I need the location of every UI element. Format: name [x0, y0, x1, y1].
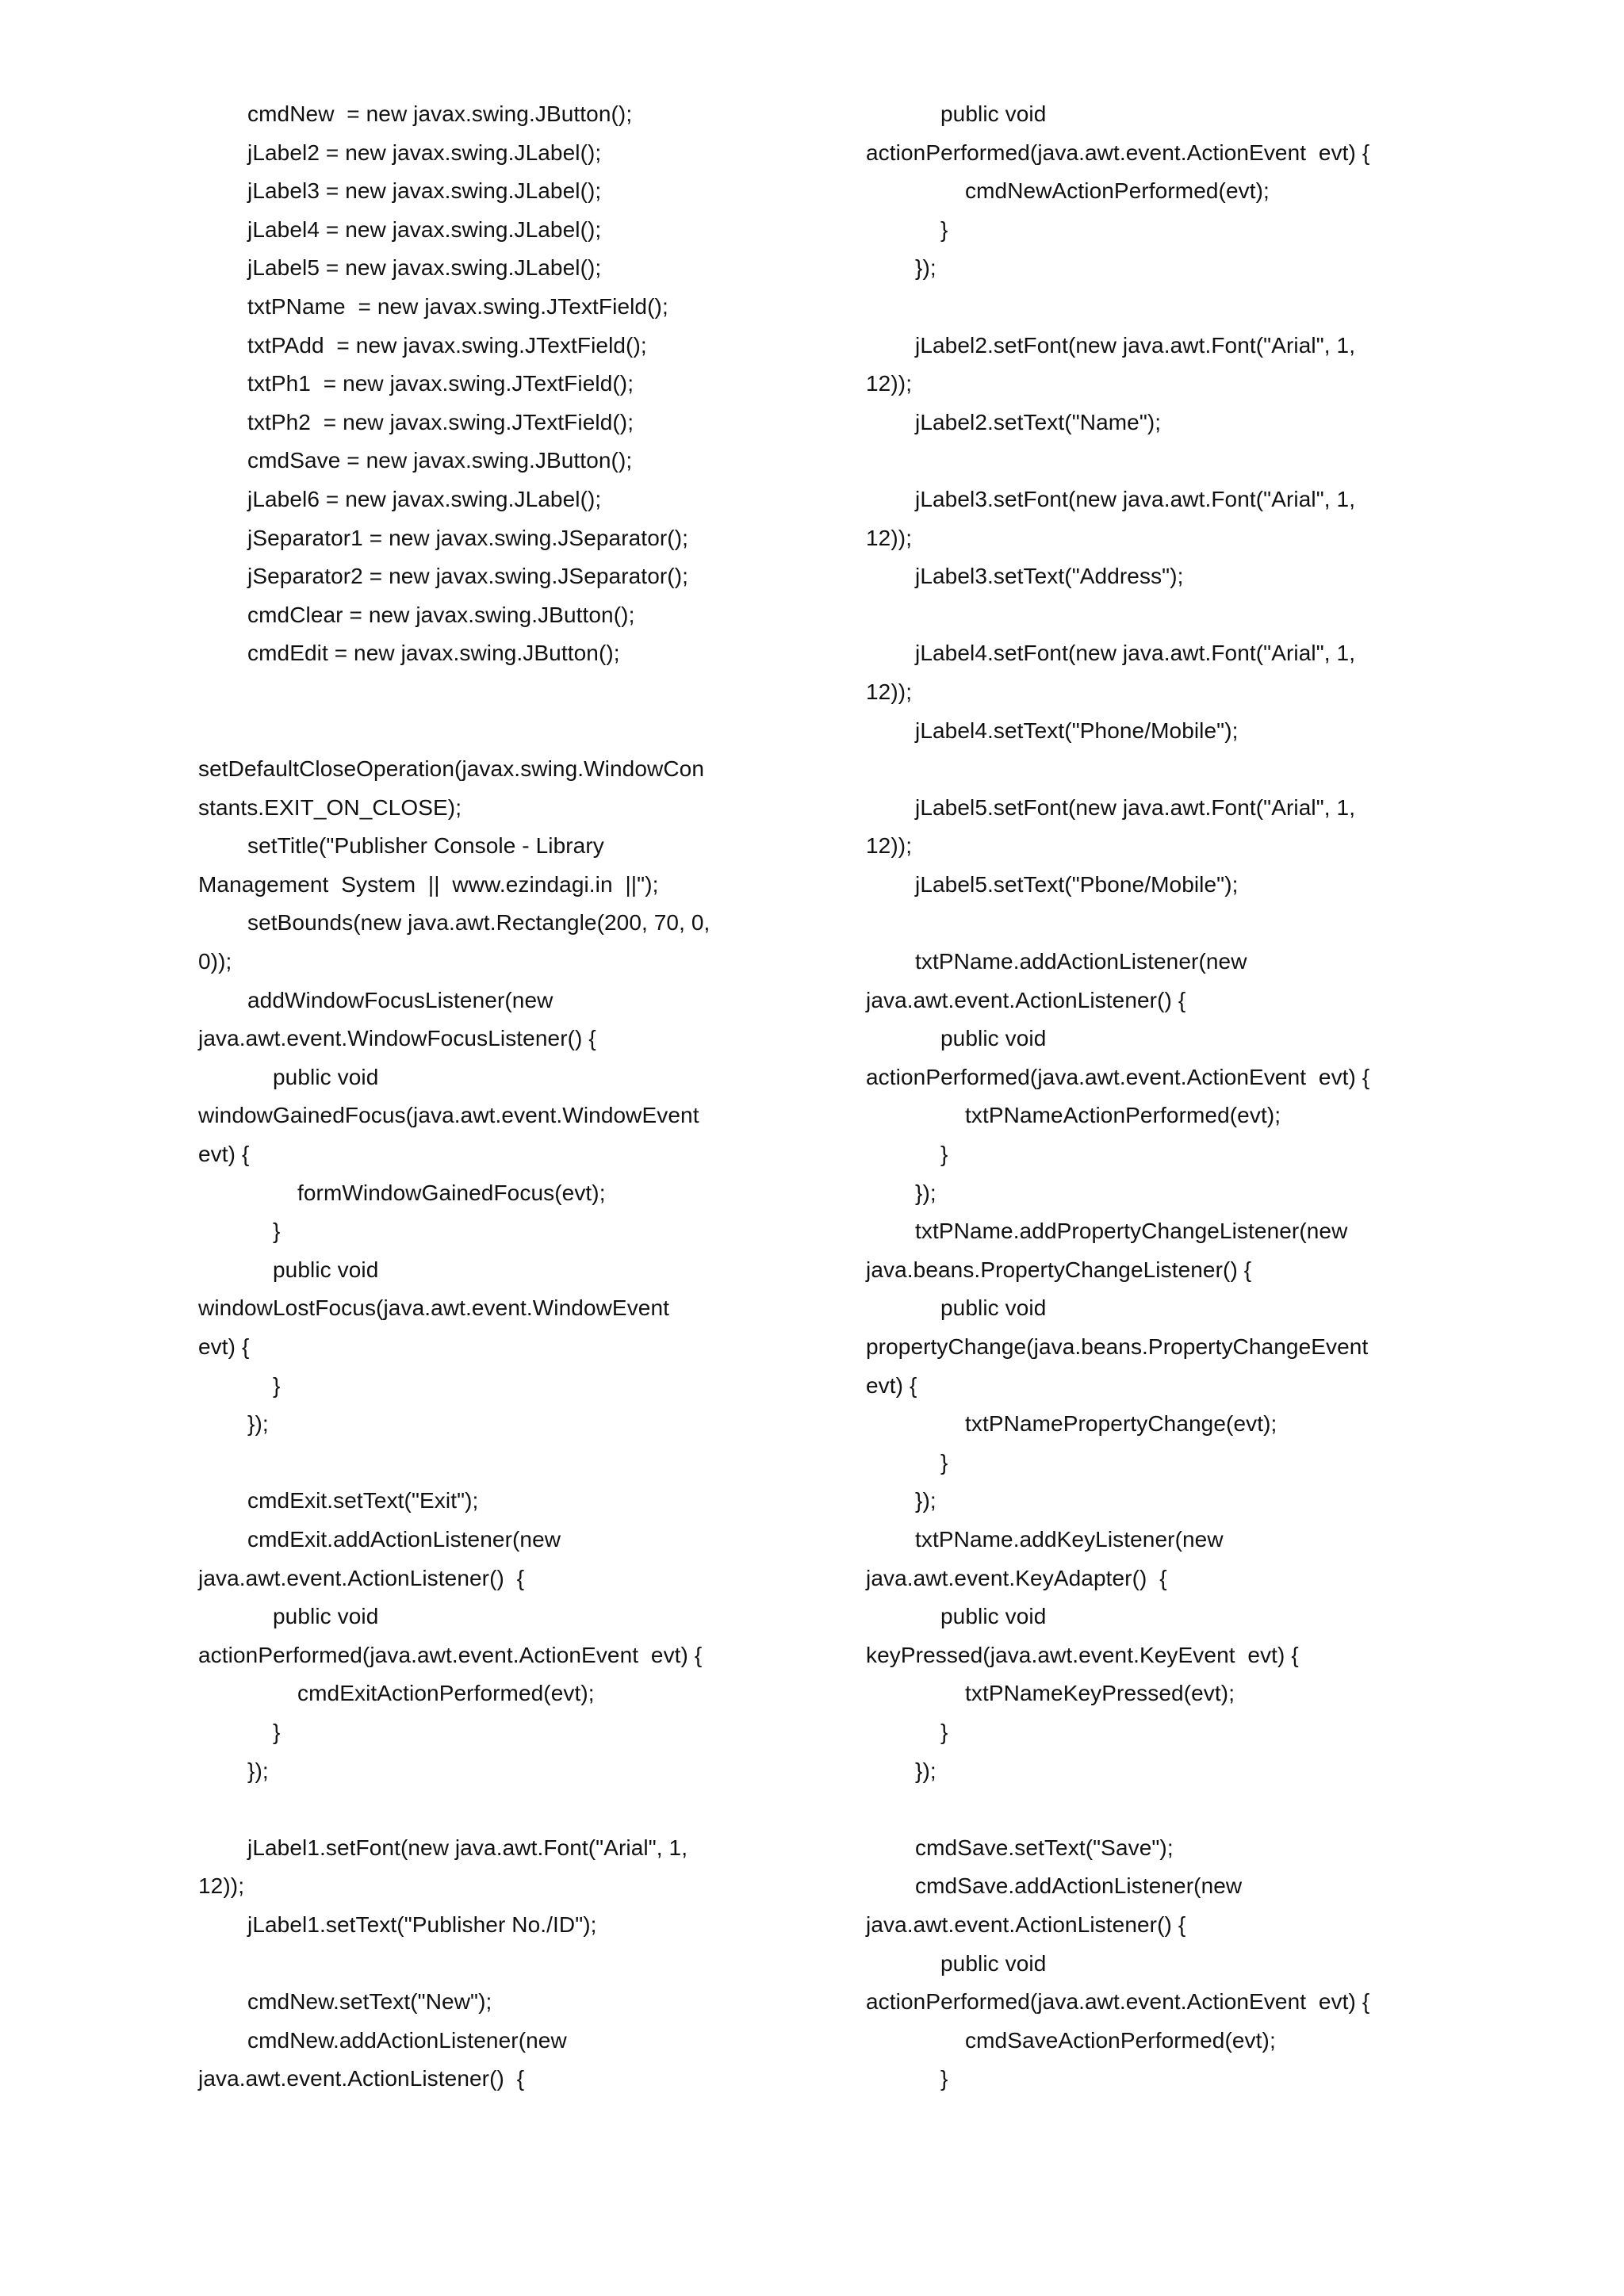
code-line: setBounds(new java.awt.Rectangle(200, 70, 0,: [247, 910, 710, 936]
code-line: txtPName = new javax.swing.JTextField();: [247, 293, 668, 319]
code-line: jLabel2.setFont(new java.awt.Font("Arial", 1,: [915, 332, 1356, 358]
code-line: cmdSave.addActionListener(new: [915, 1873, 1243, 1899]
code-line: jLabel3.setText("Address");: [915, 564, 1184, 589]
code-line: java.awt.event.WindowFocusListener() {: [198, 1026, 596, 1051]
code-line: propertyChange(java.beans.PropertyChangeEvent: [866, 1334, 1369, 1359]
code-line: jLabel4.setFont(new java.awt.Font("Arial", 1,: [915, 641, 1356, 666]
code-line: 12));: [866, 525, 913, 550]
code-line: cmdSave.setText("Save");: [915, 1835, 1174, 1860]
code-line: });: [915, 1180, 936, 1205]
code-line: java.awt.event.ActionListener() {: [866, 1911, 1186, 1937]
code-line: public void: [273, 1604, 379, 1629]
code-line: setTitle("Publisher Console - Library: [247, 833, 604, 859]
code-line: }: [940, 216, 948, 242]
left-code-column: [198, 95, 789, 2099]
code-line: }: [273, 1372, 281, 1398]
code-line: }: [273, 1219, 281, 1244]
code-line: cmdNewActionPerformed(evt);: [965, 178, 1270, 204]
code-line: evt) {: [198, 1334, 250, 1359]
code-line: [866, 596, 1453, 635]
code-line: java.awt.event.KeyAdapter() {: [866, 1565, 1167, 1590]
right-code-column: [866, 95, 1453, 2099]
code-line: [198, 1444, 789, 1483]
code-line: setDefaultCloseOperation(javax.swing.WindowCon: [198, 756, 705, 782]
code-line: cmdEdit = new javax.swing.JButton();: [247, 641, 620, 666]
code-line: [198, 673, 789, 712]
code-line: [198, 1945, 789, 1984]
code-line: [198, 1790, 789, 1829]
code-line: stants.EXIT_ON_CLOSE);: [198, 794, 462, 820]
code-line: 12));: [866, 679, 913, 704]
code-line: jSeparator1 = new javax.swing.JSeparator();: [247, 525, 689, 550]
code-line: jLabel5 = new javax.swing.JLabel();: [247, 255, 602, 281]
code-line: jLabel1.setFont(new java.awt.Font("Arial", 1,: [247, 1835, 688, 1860]
code-line: }: [273, 1719, 281, 1744]
code-line: }: [940, 1142, 948, 1167]
code-line: [866, 904, 1453, 943]
code-line: [866, 1790, 1453, 1829]
code-line: txtPName.addPropertyChangeListener(new: [915, 1219, 1348, 1244]
code-line: evt) {: [198, 1142, 250, 1167]
code-line: public void: [940, 1026, 1047, 1051]
code-line: [198, 712, 789, 751]
code-line: jLabel4.setText("Phone/Mobile");: [915, 718, 1239, 743]
code-line: [866, 750, 1453, 789]
code-line: jLabel5.setText("Pbone/Mobile");: [915, 871, 1239, 897]
code-line: jLabel5.setFont(new java.awt.Font("Arial", 1,: [915, 794, 1356, 820]
code-line: jLabel6 = new javax.swing.JLabel();: [247, 486, 602, 511]
code-line: 12));: [198, 1873, 245, 1899]
code-line: cmdExitActionPerformed(evt);: [297, 1681, 595, 1706]
code-line: 12));: [866, 833, 913, 859]
code-line: txtPNameKeyPressed(evt);: [965, 1681, 1235, 1706]
code-line: jLabel2 = new javax.swing.JLabel();: [247, 140, 602, 165]
code-line: [866, 442, 1453, 480]
code-line: actionPerformed(java.awt.event.ActionEvent evt) {: [866, 1064, 1370, 1089]
code-line: public void: [273, 1064, 379, 1089]
code-line: windowLostFocus(java.awt.event.WindowEvent: [198, 1295, 670, 1321]
code-line: evt) {: [866, 1372, 917, 1398]
code-line: cmdClear = new javax.swing.JButton();: [247, 602, 635, 627]
code-line: cmdExit.setText("Exit");: [247, 1488, 479, 1513]
code-line: keyPressed(java.awt.event.KeyEvent evt) {: [866, 1642, 1299, 1667]
code-line: cmdNew.addActionListener(new: [247, 2027, 567, 2053]
code-line: }: [940, 2066, 948, 2091]
code-line: });: [247, 1758, 269, 1783]
code-line: windowGainedFocus(java.awt.event.WindowEvent: [198, 1103, 699, 1128]
code-line: jLabel3 = new javax.swing.JLabel();: [247, 178, 602, 204]
code-line: formWindowGainedFocus(evt);: [297, 1180, 606, 1205]
code-line: });: [915, 1488, 936, 1513]
code-line: txtPAdd = new javax.swing.JTextField();: [247, 332, 647, 358]
code-line: cmdNew.setText("New");: [247, 1989, 492, 2015]
code-line: public void: [940, 1604, 1047, 1629]
code-line: public void: [940, 1295, 1047, 1321]
code-line: public void: [940, 1950, 1047, 1976]
code-line: java.beans.PropertyChangeListener() {: [866, 1257, 1252, 1282]
code-line: cmdNew = new javax.swing.JButton();: [247, 101, 633, 126]
code-line: java.awt.event.ActionListener() {: [198, 1565, 525, 1590]
code-line: public void: [273, 1257, 379, 1282]
code-line: java.awt.event.ActionListener() {: [198, 2066, 525, 2091]
code-line: 12));: [866, 371, 913, 396]
code-line: java.awt.event.ActionListener() {: [866, 987, 1186, 1012]
code-line: });: [915, 1758, 936, 1783]
code-line: jSeparator2 = new javax.swing.JSeparator();: [247, 564, 689, 589]
code-line: txtPName.addKeyListener(new: [915, 1526, 1224, 1552]
code-line: actionPerformed(java.awt.event.ActionEvent evt) {: [866, 1989, 1370, 2015]
code-line: addWindowFocusListener(new: [247, 987, 553, 1012]
code-line: }: [940, 1719, 948, 1744]
code-line: txtPNameActionPerformed(evt);: [965, 1103, 1281, 1128]
code-line: Management System || www.ezindagi.in ||");: [198, 871, 659, 897]
code-line: cmdSaveActionPerformed(evt);: [965, 2027, 1276, 2053]
code-line: jLabel2.setText("Name");: [915, 409, 1162, 434]
code-line: jLabel1.setText("Publisher No./ID");: [247, 1911, 597, 1937]
code-line: txtPNamePropertyChange(evt);: [965, 1411, 1277, 1437]
code-line: txtPName.addActionListener(new: [915, 949, 1247, 974]
code-line: [866, 288, 1453, 327]
code-line: txtPh1 = new javax.swing.JTextField();: [247, 371, 634, 396]
code-line: });: [247, 1411, 269, 1437]
code-line: 0));: [198, 949, 232, 974]
code-line: }: [940, 1449, 948, 1475]
code-line: cmdSave = new javax.swing.JButton();: [247, 448, 633, 473]
code-line: jLabel4 = new javax.swing.JLabel();: [247, 216, 602, 242]
code-line: actionPerformed(java.awt.event.ActionEvent evt) {: [866, 140, 1370, 165]
code-line: cmdExit.addActionListener(new: [247, 1526, 561, 1552]
code-line: actionPerformed(java.awt.event.ActionEvent evt) {: [198, 1642, 703, 1667]
code-line: });: [915, 255, 936, 281]
code-line: txtPh2 = new javax.swing.JTextField();: [247, 409, 634, 434]
code-line: jLabel3.setFont(new java.awt.Font("Arial", 1,: [915, 486, 1356, 511]
code-line: public void: [940, 101, 1047, 126]
